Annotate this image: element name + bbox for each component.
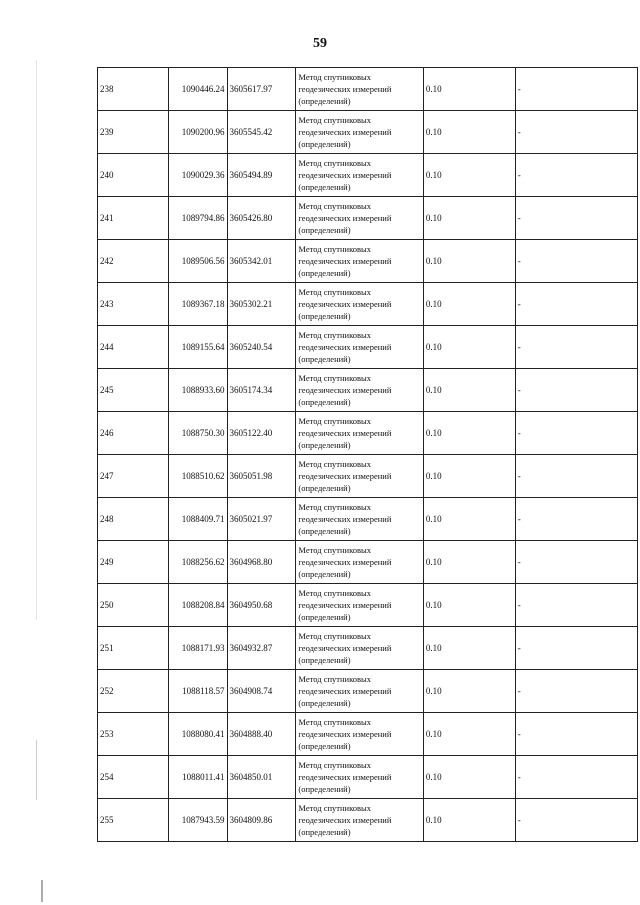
table-row: [98, 412, 638, 455]
method-line: (определений): [298, 397, 351, 407]
method-line: Метод спутниковых: [298, 330, 372, 340]
table-row: [98, 154, 638, 197]
method-cell: [296, 584, 423, 627]
scan-margin-line: [41, 880, 43, 902]
method-cell: [296, 455, 423, 498]
x-coordinate-cell: 1088750.30: [169, 412, 227, 455]
method-cell: [296, 799, 423, 842]
method-cell: [296, 412, 423, 455]
table-row: [98, 111, 638, 154]
accuracy-cell: 0.10: [423, 541, 515, 584]
y-coordinate-cell: 3605051.98: [227, 455, 296, 498]
method-line: (определений): [298, 698, 351, 708]
table-row: [98, 197, 638, 240]
method-cell: [296, 541, 423, 584]
note-cell: -: [515, 412, 637, 455]
page-number: 59: [313, 36, 327, 51]
y-coordinate-cell: 3605342.01: [227, 240, 296, 283]
method-line: геодезических измерений: [298, 213, 392, 223]
y-coordinate-cell: 3605494.89: [227, 154, 296, 197]
method-line: (определений): [298, 784, 351, 794]
point-number-cell: 241: [98, 197, 169, 240]
note-cell: -: [515, 713, 637, 756]
table-row: [98, 584, 638, 627]
note-cell: -: [515, 111, 637, 154]
table-body: [98, 68, 638, 842]
x-coordinate-cell: 1090446.24: [169, 68, 227, 111]
method-line: Метод спутниковых: [298, 201, 372, 211]
x-coordinate-cell: 1088011.41: [169, 756, 227, 799]
method-line: Метод спутниковых: [298, 588, 372, 598]
method-cell: [296, 240, 423, 283]
x-coordinate-cell: 1090029.36: [169, 154, 227, 197]
note-cell: -: [515, 326, 637, 369]
point-number-cell: 239: [98, 111, 169, 154]
method-cell: [296, 670, 423, 713]
x-coordinate-cell: 1088208.84: [169, 584, 227, 627]
accuracy-cell: 0.10: [423, 627, 515, 670]
method-cell: [296, 68, 423, 111]
method-cell: [296, 713, 423, 756]
method-line: Метод спутниковых: [298, 287, 372, 297]
x-coordinate-cell: 1088080.41: [169, 713, 227, 756]
scan-margin-line: [36, 740, 37, 800]
note-cell: -: [515, 799, 637, 842]
point-number-cell: 247: [98, 455, 169, 498]
y-coordinate-cell: 3605240.54: [227, 326, 296, 369]
method-line: геодезических измерений: [298, 299, 392, 309]
method-line: геодезических измерений: [298, 428, 392, 438]
method-cell: [296, 498, 423, 541]
accuracy-cell: 0.10: [423, 670, 515, 713]
x-coordinate-cell: 1088118.57: [169, 670, 227, 713]
method-line: (определений): [298, 483, 351, 493]
y-coordinate-cell: 3605021.97: [227, 498, 296, 541]
method-line: геодезических измерений: [298, 643, 392, 653]
method-line: геодезических измерений: [298, 385, 392, 395]
accuracy-cell: 0.10: [423, 584, 515, 627]
method-cell: [296, 627, 423, 670]
method-line: (определений): [298, 311, 351, 321]
method-line: геодезических измерений: [298, 729, 392, 739]
method-line: геодезических измерений: [298, 815, 392, 825]
method-line: (определений): [298, 526, 351, 536]
point-number-cell: 249: [98, 541, 169, 584]
method-cell: [296, 326, 423, 369]
method-line: геодезических измерений: [298, 256, 392, 266]
accuracy-cell: 0.10: [423, 240, 515, 283]
y-coordinate-cell: 3605617.97: [227, 68, 296, 111]
method-line: геодезических измерений: [298, 686, 392, 696]
accuracy-cell: 0.10: [423, 283, 515, 326]
method-line: (определений): [298, 827, 351, 837]
method-line: геодезических измерений: [298, 600, 392, 610]
accuracy-cell: 0.10: [423, 154, 515, 197]
table-row: [98, 670, 638, 713]
method-cell: [296, 111, 423, 154]
y-coordinate-cell: 3604950.68: [227, 584, 296, 627]
y-coordinate-cell: 3605426.80: [227, 197, 296, 240]
method-line: геодезических измерений: [298, 342, 392, 352]
note-cell: -: [515, 369, 637, 412]
y-coordinate-cell: 3605174.34: [227, 369, 296, 412]
method-line: Метод спутниковых: [298, 459, 372, 469]
note-cell: -: [515, 283, 637, 326]
method-line: Метод спутниковых: [298, 244, 372, 254]
accuracy-cell: 0.10: [423, 111, 515, 154]
method-line: Метод спутниковых: [298, 416, 372, 426]
method-line: (определений): [298, 440, 351, 450]
note-cell: -: [515, 498, 637, 541]
point-number-cell: 251: [98, 627, 169, 670]
accuracy-cell: 0.10: [423, 197, 515, 240]
accuracy-cell: 0.10: [423, 498, 515, 541]
method-line: Метод спутниковых: [298, 803, 372, 813]
point-number-cell: 242: [98, 240, 169, 283]
y-coordinate-cell: 3604932.87: [227, 627, 296, 670]
method-line: (определений): [298, 225, 351, 235]
table-row: [98, 240, 638, 283]
point-number-cell: 254: [98, 756, 169, 799]
accuracy-cell: 0.10: [423, 713, 515, 756]
y-coordinate-cell: 3604968.80: [227, 541, 296, 584]
table-row: [98, 283, 638, 326]
method-line: (определений): [298, 655, 351, 665]
method-line: Метод спутниковых: [298, 502, 372, 512]
x-coordinate-cell: 1088171.93: [169, 627, 227, 670]
method-cell: [296, 283, 423, 326]
x-coordinate-cell: 1089367.18: [169, 283, 227, 326]
scan-margin-line: [36, 60, 37, 620]
method-cell: [296, 154, 423, 197]
y-coordinate-cell: 3605122.40: [227, 412, 296, 455]
x-coordinate-cell: 1088409.71: [169, 498, 227, 541]
x-coordinate-cell: 1088510.62: [169, 455, 227, 498]
accuracy-cell: 0.10: [423, 326, 515, 369]
x-coordinate-cell: 1087943.59: [169, 799, 227, 842]
method-line: Метод спутниковых: [298, 545, 372, 555]
method-cell: [296, 756, 423, 799]
table-row: [98, 68, 638, 111]
table-row: [98, 326, 638, 369]
method-cell: [296, 369, 423, 412]
table-row: [98, 455, 638, 498]
note-cell: -: [515, 627, 637, 670]
method-line: Метод спутниковых: [298, 674, 372, 684]
table-row: [98, 756, 638, 799]
method-line: (определений): [298, 741, 351, 751]
point-number-cell: 248: [98, 498, 169, 541]
note-cell: -: [515, 154, 637, 197]
point-number-cell: 250: [98, 584, 169, 627]
method-line: Метод спутниковых: [298, 760, 372, 770]
method-line: Метод спутниковых: [298, 158, 372, 168]
note-cell: -: [515, 455, 637, 498]
method-line: (определений): [298, 569, 351, 579]
accuracy-cell: 0.10: [423, 799, 515, 842]
note-cell: -: [515, 240, 637, 283]
note-cell: -: [515, 68, 637, 111]
point-number-cell: 245: [98, 369, 169, 412]
table-row: [98, 627, 638, 670]
method-line: (определений): [298, 139, 351, 149]
x-coordinate-cell: 1089155.64: [169, 326, 227, 369]
table-row: [98, 498, 638, 541]
table-row: [98, 541, 638, 584]
method-line: (определений): [298, 268, 351, 278]
method-cell: [296, 197, 423, 240]
method-line: Метод спутниковых: [298, 717, 372, 727]
y-coordinate-cell: 3604888.40: [227, 713, 296, 756]
note-cell: -: [515, 584, 637, 627]
y-coordinate-cell: 3605302.21: [227, 283, 296, 326]
accuracy-cell: 0.10: [423, 455, 515, 498]
y-coordinate-cell: 3604850.01: [227, 756, 296, 799]
accuracy-cell: 0.10: [423, 756, 515, 799]
point-number-cell: 252: [98, 670, 169, 713]
point-number-cell: 244: [98, 326, 169, 369]
method-line: (определений): [298, 354, 351, 364]
method-line: Метод спутниковых: [298, 72, 372, 82]
method-line: геодезических измерений: [298, 84, 392, 94]
table-row: [98, 369, 638, 412]
y-coordinate-cell: 3605545.42: [227, 111, 296, 154]
note-cell: -: [515, 670, 637, 713]
method-line: Метод спутниковых: [298, 631, 372, 641]
point-number-cell: 255: [98, 799, 169, 842]
note-cell: -: [515, 197, 637, 240]
accuracy-cell: 0.10: [423, 68, 515, 111]
y-coordinate-cell: 3604908.74: [227, 670, 296, 713]
accuracy-cell: 0.10: [423, 412, 515, 455]
method-line: Метод спутниковых: [298, 115, 372, 125]
note-cell: -: [515, 756, 637, 799]
x-coordinate-cell: 1089794.86: [169, 197, 227, 240]
table-row: [98, 713, 638, 756]
method-line: (определений): [298, 182, 351, 192]
point-number-cell: 253: [98, 713, 169, 756]
x-coordinate-cell: 1088933.60: [169, 369, 227, 412]
point-number-cell: 246: [98, 412, 169, 455]
method-line: геодезических измерений: [298, 514, 392, 524]
note-cell: -: [515, 541, 637, 584]
point-number-cell: 238: [98, 68, 169, 111]
coordinates-table: [97, 67, 638, 842]
method-line: геодезических измерений: [298, 127, 392, 137]
accuracy-cell: 0.10: [423, 369, 515, 412]
x-coordinate-cell: 1088256.62: [169, 541, 227, 584]
method-line: Метод спутниковых: [298, 373, 372, 383]
point-number-cell: 240: [98, 154, 169, 197]
table-row: [98, 799, 638, 842]
y-coordinate-cell: 3604809.86: [227, 799, 296, 842]
x-coordinate-cell: 1089506.56: [169, 240, 227, 283]
point-number-cell: 243: [98, 283, 169, 326]
method-line: геодезических измерений: [298, 170, 392, 180]
method-line: геодезических измерений: [298, 772, 392, 782]
method-line: геодезических измерений: [298, 471, 392, 481]
method-line: геодезических измерений: [298, 557, 392, 567]
method-line: (определений): [298, 96, 351, 106]
method-line: (определений): [298, 612, 351, 622]
x-coordinate-cell: 1090200.96: [169, 111, 227, 154]
